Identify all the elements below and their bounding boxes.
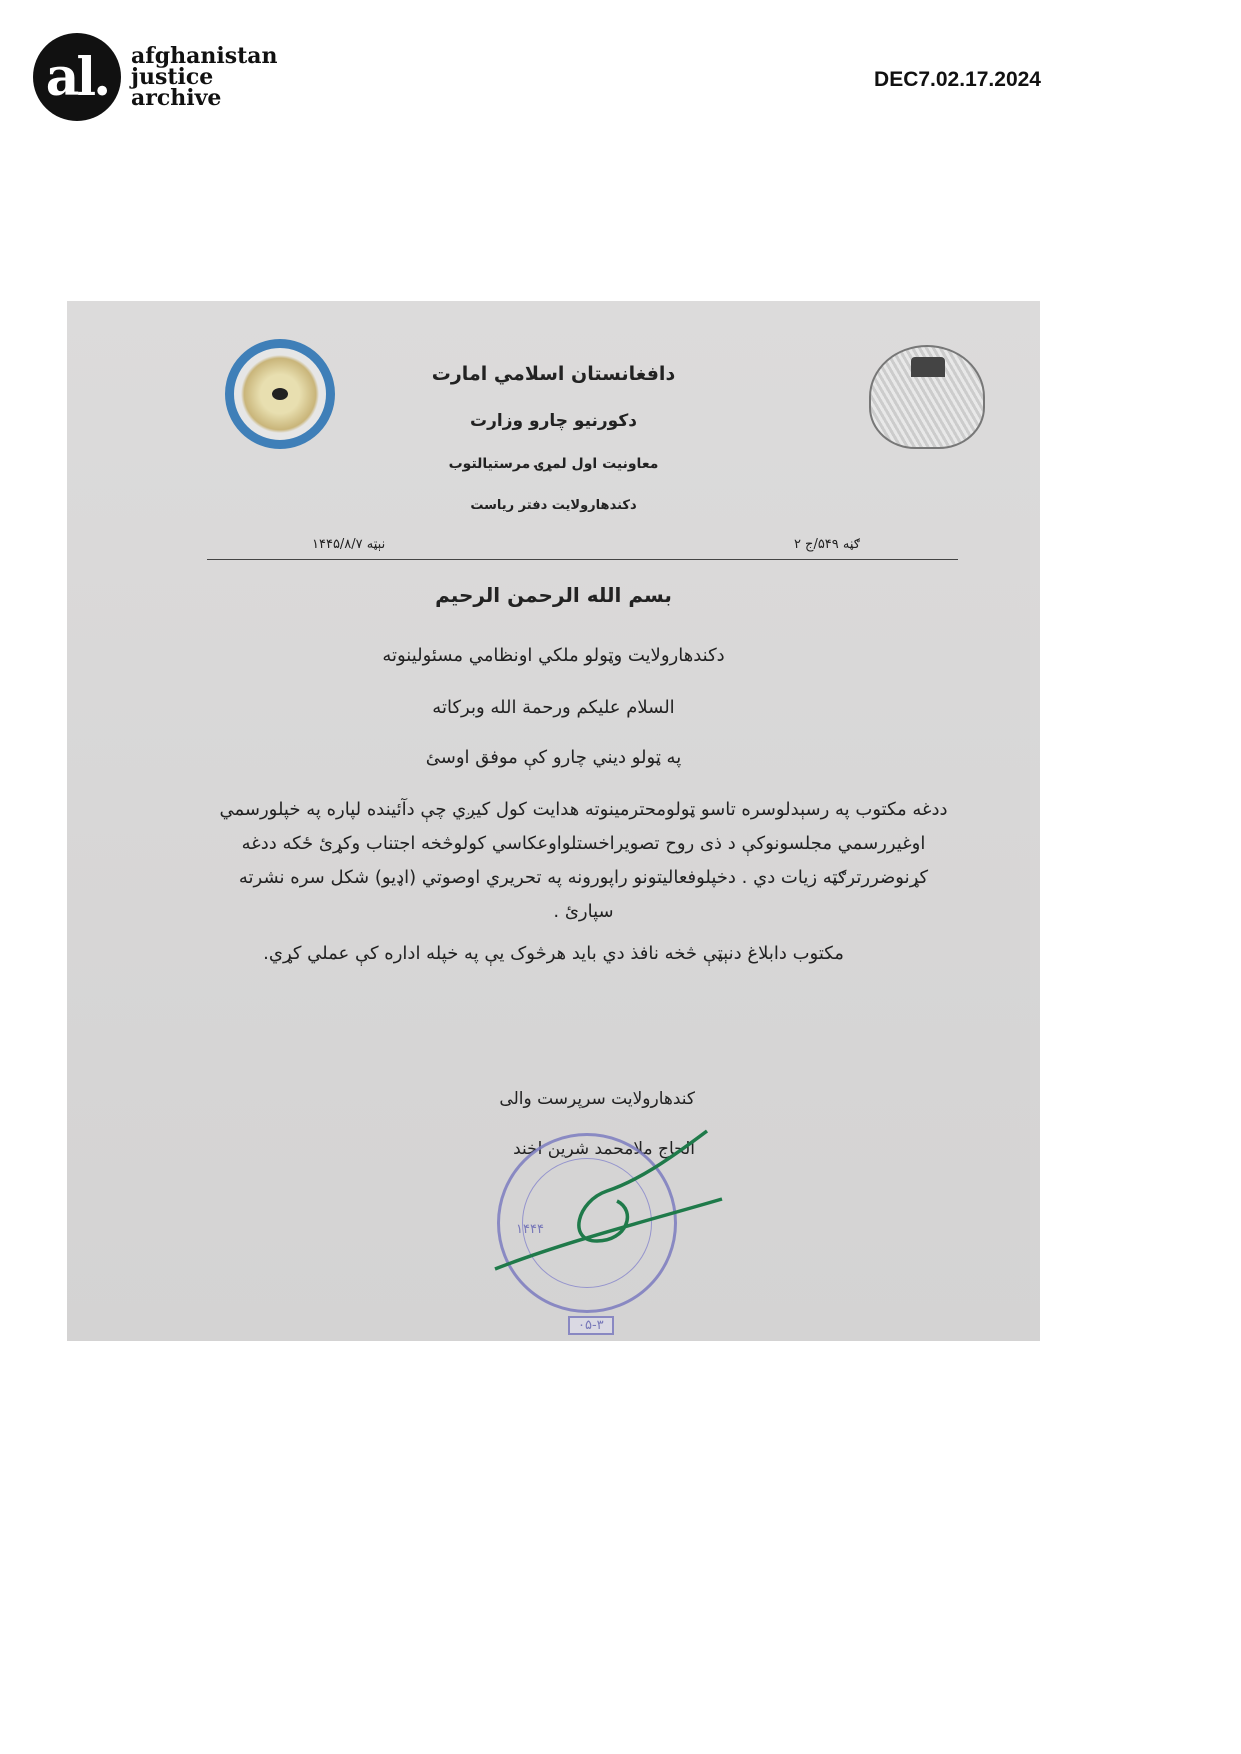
- divider: [207, 559, 958, 560]
- logo-line: justice: [131, 63, 214, 90]
- letter-photo: [67, 301, 1040, 1341]
- instruction: مکتوب دابلاغ دنېټې څخه نافذ دي باید هرڅوک یې په خپله اداره کې عملي کړي.: [263, 943, 844, 964]
- letter-number: ګڼه ۵۴۹/ج ۲: [793, 537, 860, 552]
- bismillah: بسم الله الرحمن الرحیم: [435, 583, 672, 607]
- signatory-title: کندهارولایت سرپرست والی: [499, 1089, 695, 1109]
- stamp-year: ۱۴۴۴: [516, 1222, 544, 1237]
- addressee: دکندهارولایت وټولو ملکي اونظامي مسئولینوته: [382, 645, 725, 666]
- logo-line: afghanistan: [131, 42, 278, 69]
- wish: په ټولو دیني چارو کې موفق اوسئ: [425, 747, 682, 768]
- letterhead-title: دافغانستان اسلامي امارت: [431, 363, 676, 385]
- signature-icon: [487, 1121, 727, 1281]
- ministry-seal-icon: [225, 339, 335, 449]
- logo-mark: al.: [33, 33, 121, 121]
- archive-logo: [33, 33, 278, 121]
- letterhead-deputy: معاونیت اول لمړۍ مرستیالتوب: [448, 456, 659, 472]
- stamp-number: ۰۵-۳: [568, 1316, 614, 1335]
- letter-body: ددغه مکتوب په رسېدلوسره تاسو ټولومحترمینوته هدایت کول کیږي چې دآئینده لپاره په خپلورسمي اوغیررسمي مجلسونوکې د ذی روح تصویراخستلواوعکاسي کولوڅخه اجتناب وکړئ ځکه ددغه کړنوضررترګټه زیات دي . دخپلوفعالیتونو راپورونه په تحریري اوصوتي (اډیو) شکل سره نشرته سپارئ .: [219, 799, 948, 922]
- signatory-name: الحاج ملامحمد شرین اخند: [513, 1139, 695, 1159]
- letterhead-ministry: دکورنیو چارو وزارت: [470, 411, 637, 431]
- document-id: DEC7.02.17.2024: [874, 68, 1041, 91]
- logo-line: archive: [131, 84, 222, 111]
- letter-date: نېټه ۱۴۴۵/۸/۷: [312, 537, 386, 552]
- emirate-emblem-icon: [869, 345, 985, 449]
- greeting: السلام علیکم ورحمة الله وبرکاته: [432, 697, 675, 718]
- logo-text: [131, 42, 278, 111]
- letterhead-office: دکندهارولایت دفتر ریاست: [470, 498, 637, 513]
